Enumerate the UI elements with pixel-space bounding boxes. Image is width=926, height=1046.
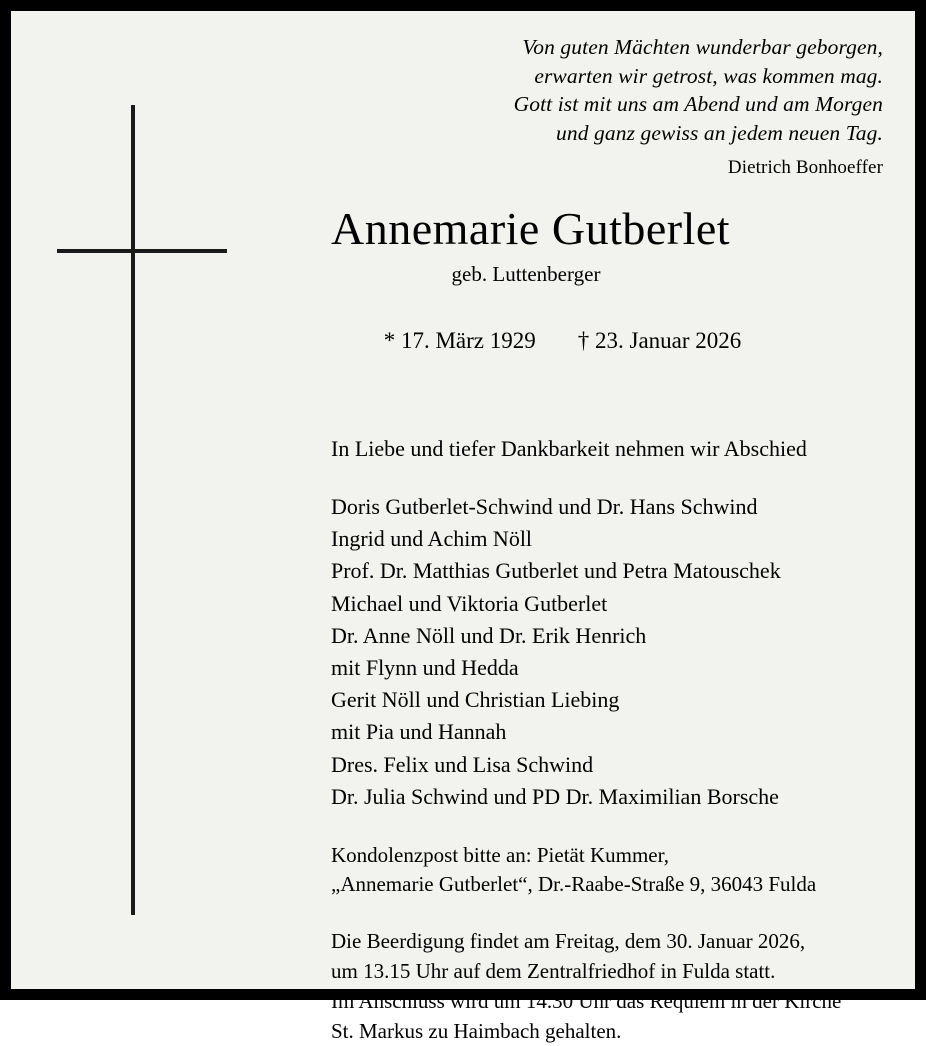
family-line: Dr. Julia Schwind und PD Dr. Maximilian Borsche	[331, 783, 779, 809]
family-line: Doris Gutberlet-Schwind und Dr. Hans Schwind	[331, 494, 758, 519]
family-line: Ingrid und Achim Nöll	[331, 526, 533, 552]
family-line: Michael und Viktoria Gutberlet	[331, 590, 608, 616]
condolence-line: Kondolenzpost bitte an: Pietät Kummer,	[331, 843, 670, 868]
funeral-line: Im Anschluss wird um 14.30 Uhr das Requiem in der Kirche	[331, 989, 842, 1014]
family-line: Dres. Felix und Lisa Schwind	[331, 751, 594, 777]
family-line: Prof. Dr. Matthias Gutberlet und Petra Matouschek	[331, 558, 781, 584]
obituary-card	[11, 11, 915, 1044]
verse-line-1: Von guten Mächten wunderbar geborgen,	[522, 35, 883, 59]
verse-line-2: erwarten wir getrost, was kommen mag.	[534, 63, 883, 88]
cross-horizontal-bar	[57, 249, 227, 253]
condolence-info	[331, 841, 891, 899]
obituary-content	[331, 201, 891, 1046]
intro-text: In Liebe und tiefer Dankbarkeit nehmen wir Abschied	[331, 436, 807, 461]
verse-block	[514, 33, 883, 180]
funeral-line: Die Beerdigung findet am Freitag, dem 30. Januar 2026,	[331, 929, 806, 954]
maiden-name: geb. Luttenberger	[451, 262, 601, 286]
verse-line-4: und ganz gewiss an jedem neuen Tag.	[556, 120, 883, 145]
family-line: Dr. Anne Nöll und Dr. Erik Henrich	[331, 622, 647, 648]
funeral-line: um 13.15 Uhr auf dem Zentralfriedhof in Fulda statt.	[331, 959, 776, 984]
condolence-line: „Annemarie Gutberlet“, Dr.-Raabe-Straße 9, 36043 Fulda	[331, 872, 817, 897]
birth-date: * 17. März 1929	[383, 328, 536, 353]
funeral-info	[331, 926, 891, 1046]
family-line: mit Flynn und Hedda	[331, 655, 519, 681]
cross-vertical-bar	[131, 105, 135, 915]
funeral-line: St. Markus zu Haimbach gehalten.	[331, 1019, 622, 1044]
deceased-name: Annemarie Gutberlet	[331, 203, 731, 254]
life-dates	[331, 299, 891, 383]
death-date: † 23. Januar 2026	[577, 328, 742, 353]
cross-icon	[57, 105, 227, 915]
verse-line-3: Gott ist mit uns am Abend und am Morgen	[513, 92, 883, 116]
family-line: Gerit Nöll und Christian Liebing	[331, 687, 620, 713]
family-list	[331, 491, 891, 813]
family-line: mit Pia und Hannah	[331, 719, 507, 745]
verse-author: Dietrich Bonhoeffer	[727, 157, 883, 178]
